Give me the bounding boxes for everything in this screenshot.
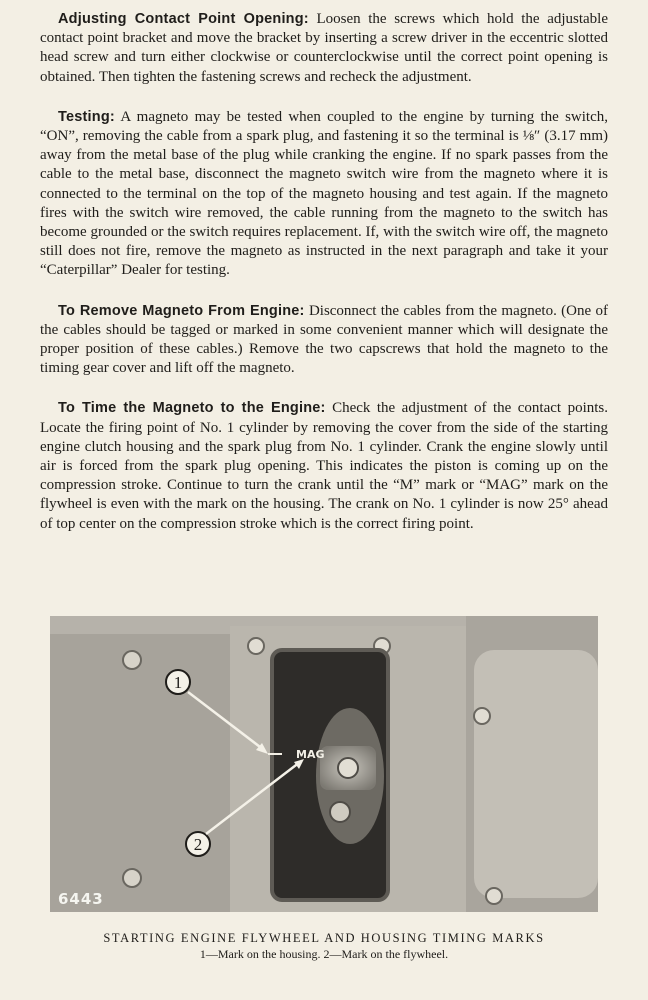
bolt-head [123, 651, 141, 669]
left-casting [50, 634, 230, 912]
right-housing [474, 650, 598, 898]
text-remove-magneto: Disconnect the cables from the magneto. (One of the cables should be tagged or marked in some convenient manner which will designate the proper position of these cables.) Remove the two capscrews that hold the magneto to the timing gear cover and lift off the magneto. [40, 302, 608, 377]
bolt-head [474, 708, 490, 724]
heading-contact-point: Adjusting Contact Point Opening: [58, 11, 309, 27]
heading-remove-magneto: To Remove Magneto From Engine: [58, 302, 305, 319]
flywheel-photo [50, 616, 598, 912]
bolt-head [248, 638, 264, 654]
figure-number: 6443 [58, 890, 104, 908]
callout-2-label: 2 [193, 835, 203, 854]
text-contact-point: Loosen the screws which hold the adjustable contact point bracket and move the bracket by inserting a screw driver in the eccentric slotted head screw and turn either clockwise or counterclockwise until the correct point opening is obtained. Then tighten the fastening screws and recheck the adjustment. [40, 11, 609, 85]
callout-1-label: 1 [173, 673, 183, 692]
crank-bolt [338, 758, 358, 778]
caption-subtitle: 1—Mark on the housing. 2—Mark on the flywheel. [199, 947, 449, 961]
caption-title: STARTING ENGINE FLYWHEEL AND HOUSING TIMING MARKS [103, 931, 545, 945]
heading-time-magneto: To Time the Magneto to the Engine: [58, 400, 326, 417]
paragraph-contact-point [40, 10, 608, 87]
text-testing: A magneto may be tested when coupled to the engine by turning the switch, “ON”, removing the cable from a spark plug, and fastening it so the terminal is ⅛″ (3.17 mm) away from the metal base of the plug while cranking the engine. If no spark passes from the cable to the metal base, disconnect the magneto switch wire from the magneto where it is connected to the terminal on the top of the magneto housing and test again. If the magneto fires with the switch wire removed, the cable running from the magneto to the switch has become grounded or the switch requires replacement. If, with the switch wire off, the magneto still does not fire, remove the magneto as instructed in the next paragraph and take it your “Caterpillar” Dealer for testing. [40, 108, 608, 279]
figure-caption [40, 930, 608, 962]
flywheel-mag-mark: MAG [296, 748, 325, 761]
bolt-head [486, 888, 502, 904]
paragraph-remove-magneto [40, 302, 608, 379]
text-time-magneto: Check the adjustment of the contact points. Locate the firing point of No. 1 cylinder by removing the cover from the side of the starting engine clutch housing and the spark plug from No. 1 cylinder. Crank the engine slowly until air is forced from the spark plug opening. This indicates the piston is coming up on the compression stroke. Continue to turn the crank until the “M” mark or “MAG” mark on the flywheel is even with the mark on the housing. The crank on No. 1 cylinder is now 25° ahead of top center on the compression stroke which is the correct firing point. [40, 400, 608, 532]
flywheel-illustration [50, 616, 598, 912]
page-body [40, 10, 608, 555]
crank-bolt [330, 802, 350, 822]
heading-testing: Testing: [58, 108, 115, 125]
paragraph-time-magneto [40, 399, 608, 533]
bolt-head [123, 869, 141, 887]
paragraph-testing [40, 108, 608, 281]
